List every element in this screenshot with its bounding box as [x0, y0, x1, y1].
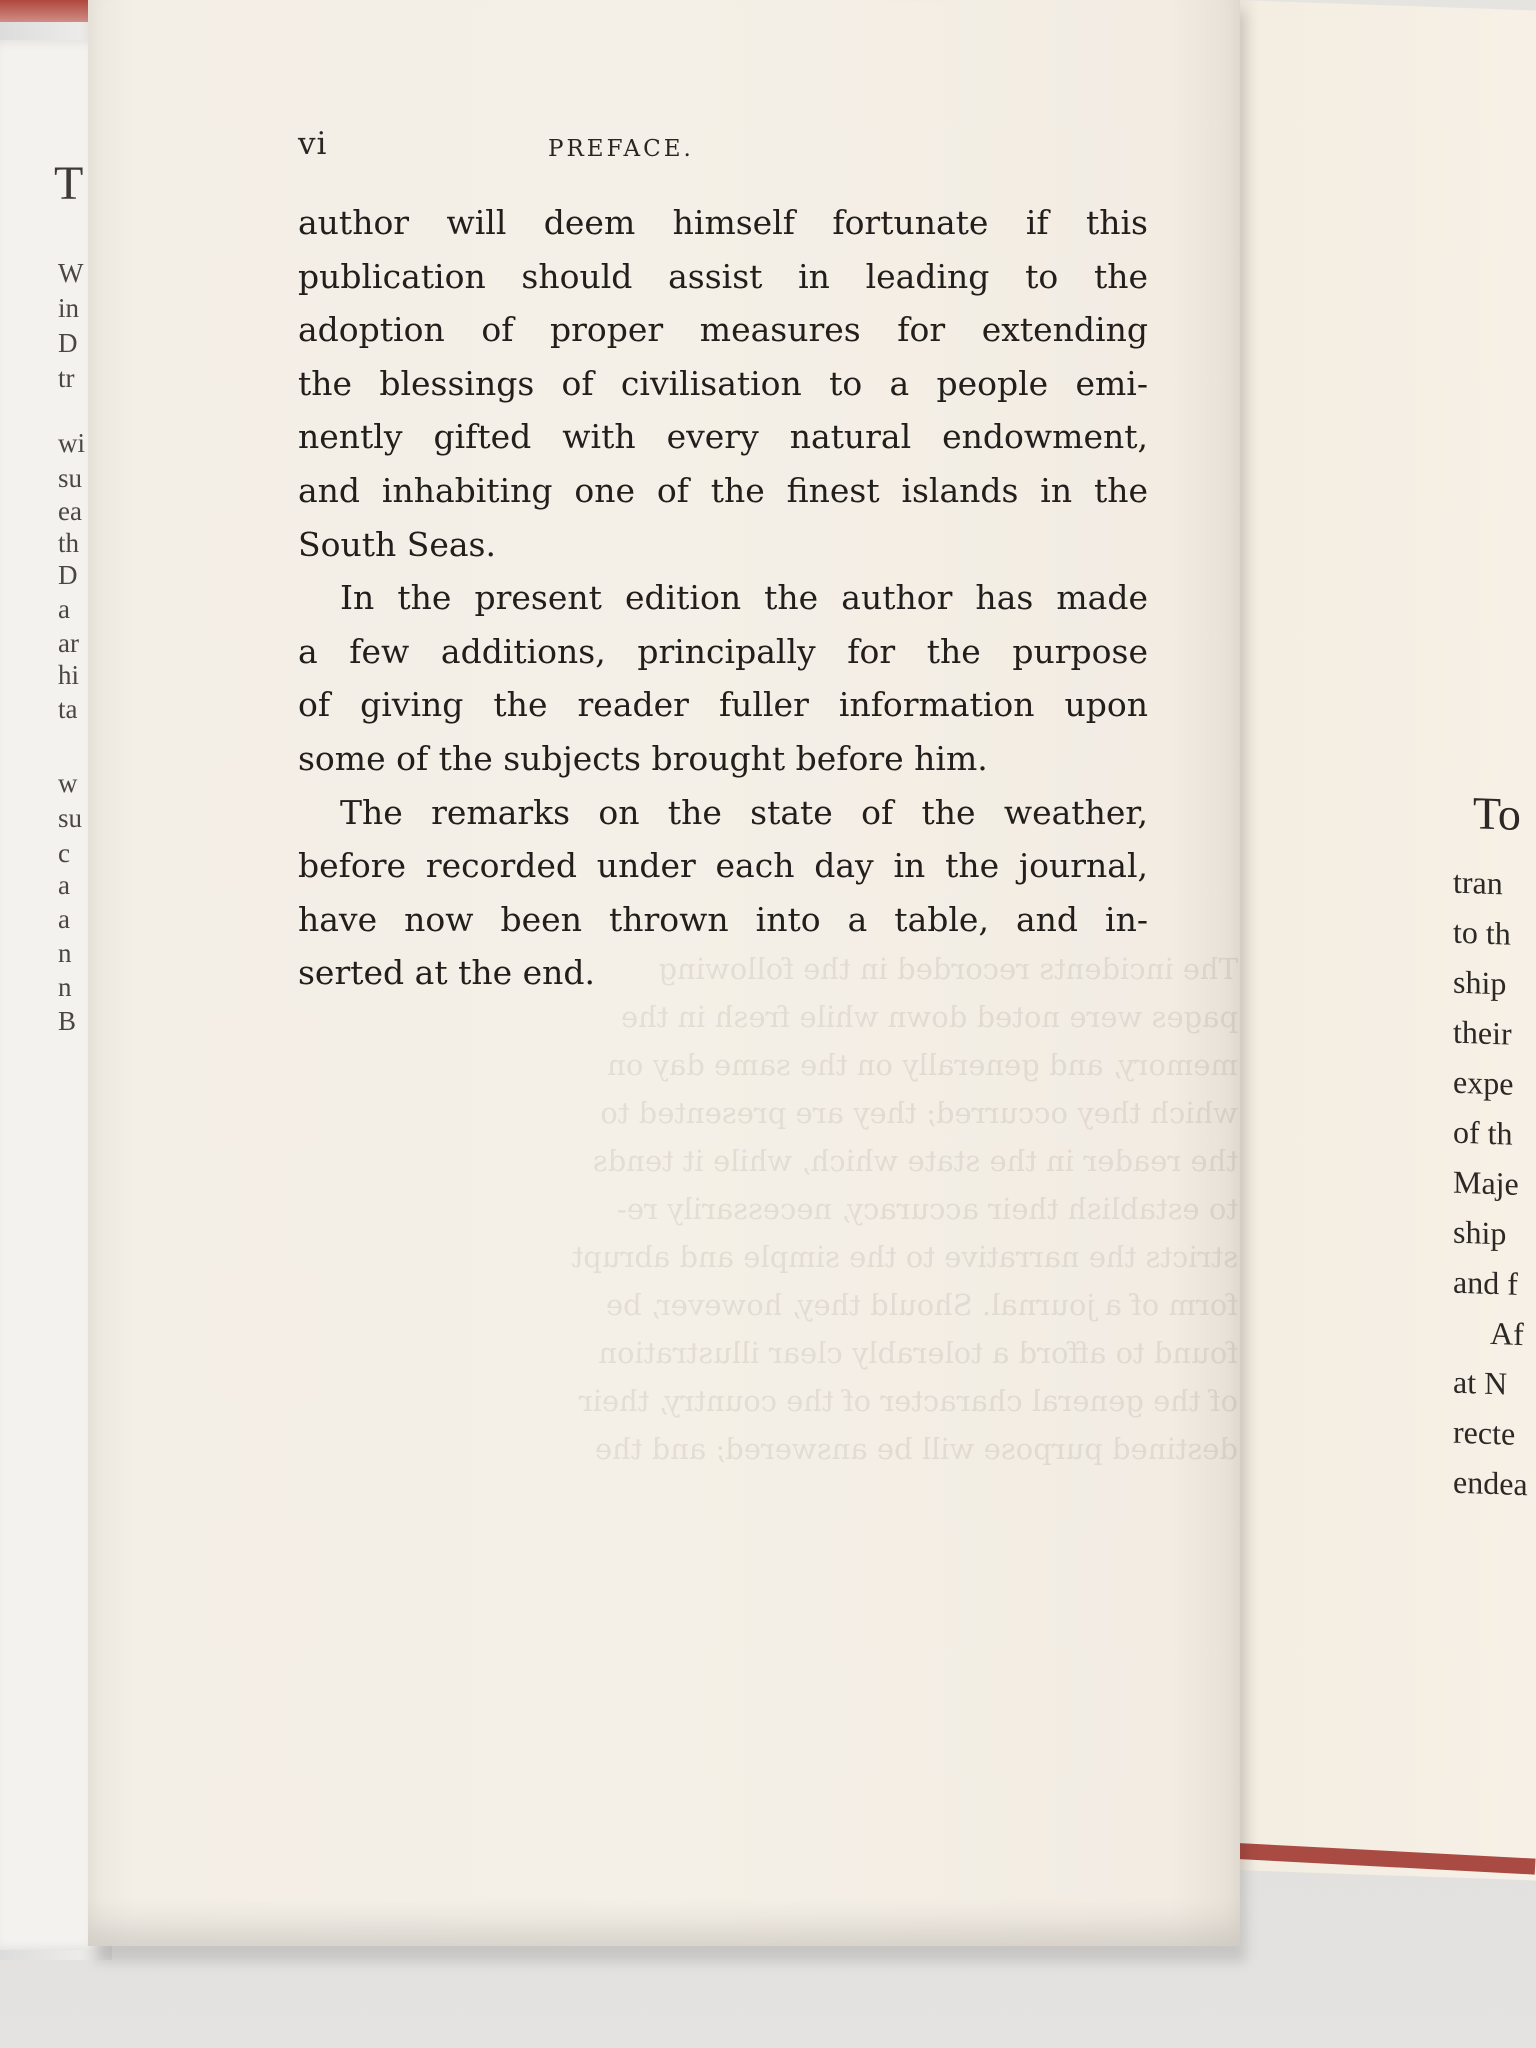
- right-book-text-fragment: To: [1473, 787, 1521, 840]
- left-book-text-fragment: tr: [58, 363, 75, 393]
- left-book-text-fragment: D: [58, 560, 78, 590]
- right-book-page: [1235, 0, 1536, 1881]
- show-through-line: of the general character of the country, their: [578, 1384, 1238, 1418]
- text-line: of giving the reader fuller information upon: [298, 685, 1148, 725]
- text-line: publication should assist in leading to the: [298, 256, 1148, 296]
- show-through-line: which they occurred; they are presented to: [600, 1096, 1238, 1130]
- right-book-text-fragment: Af: [1490, 1314, 1524, 1353]
- paragraph: [298, 786, 1148, 1000]
- show-through-line: memory, and generally on the same day on: [607, 1048, 1238, 1082]
- text-line: The remarks on the state of the weather,: [340, 792, 1148, 832]
- show-through-line: found to afford a tolerably clear illustration: [598, 1336, 1238, 1370]
- right-book-text-fragment: tran: [1453, 863, 1503, 902]
- text-line: author will deem himself fortunate if this: [298, 203, 1148, 242]
- text-line: adoption of proper measures for extending: [298, 310, 1148, 350]
- right-book-text-fragment: and f: [1453, 1263, 1518, 1302]
- left-book-text-fragment: in: [58, 293, 80, 323]
- text-line: have now been thrown into a table, and in-: [298, 899, 1148, 939]
- text-line: the blessings of civilisation to a people emi-: [298, 363, 1148, 403]
- left-book-text-fragment: ar: [58, 628, 79, 658]
- running-head: [298, 126, 1246, 166]
- right-book-text-fragment: ship: [1453, 1213, 1507, 1252]
- show-through-line: stricts the narrative to the simple and abrupt: [571, 1240, 1238, 1274]
- paragraph: [298, 571, 1148, 785]
- right-book-text-fragment: recte: [1453, 1413, 1516, 1452]
- left-book-text-fragment: su: [58, 463, 83, 493]
- show-through-line: form of a journal. Should they, however, be: [605, 1288, 1238, 1322]
- text-line: some of the subjects brought before him.: [298, 738, 988, 778]
- show-through-text: [478, 945, 1238, 1473]
- body-text: [298, 196, 1148, 1000]
- left-book-text-fragment: ea: [58, 496, 82, 526]
- left-book-text-fragment: wi: [58, 428, 85, 458]
- page-title: PREFACE.: [548, 136, 694, 162]
- page-number: vi: [298, 126, 328, 162]
- right-book-text-fragment: their: [1453, 1013, 1512, 1052]
- left-book-text-fragment: a: [58, 870, 70, 900]
- right-book-text-fragment: ship: [1453, 963, 1507, 1002]
- left-book-text-fragment: a: [58, 904, 70, 934]
- left-book-text-fragment: ta: [58, 694, 78, 724]
- right-book-text-fragment: of th: [1453, 1113, 1513, 1152]
- left-book-text-fragment: n: [58, 938, 72, 968]
- right-book-text-fragment: to th: [1453, 913, 1511, 952]
- left-book-text-fragment: B: [58, 1006, 77, 1036]
- right-book-text-fragment: endea: [1453, 1463, 1528, 1503]
- left-book-text-fragment: a: [58, 594, 70, 624]
- show-through-line: the reader in the state which, while it tends: [592, 1144, 1238, 1178]
- text-line: before recorded under each day in the journal,: [298, 846, 1148, 886]
- right-book-text-fragment: at N: [1453, 1363, 1508, 1402]
- left-book-text-fragment: T: [54, 157, 84, 210]
- left-book-text-fragment: w: [58, 768, 78, 798]
- paragraph: [298, 196, 1148, 571]
- left-book-text-fragment: n: [58, 972, 72, 1002]
- left-book-text-fragment: hi: [58, 660, 80, 690]
- text-line: and inhabiting one of the finest islands in the: [298, 470, 1148, 510]
- text-line: serted at the end.: [298, 953, 595, 993]
- right-book-text-fragment: expe: [1453, 1063, 1514, 1102]
- text-line: a few additions, principally for the purpose: [298, 631, 1148, 671]
- left-book-text-fragment: W: [58, 258, 84, 288]
- show-through-line: The incidents recorded in the following: [658, 952, 1238, 986]
- left-book-text-fragment: D: [58, 328, 78, 358]
- show-through-line: pages were noted down while fresh in the: [620, 1000, 1238, 1034]
- left-book-text-fragment: su: [58, 803, 83, 833]
- left-book-text-fragment: c: [58, 838, 70, 868]
- left-book-text-fragment: th: [58, 528, 80, 558]
- text-line: South Seas.: [298, 524, 496, 564]
- right-book-text-fragment: Maje: [1453, 1163, 1519, 1202]
- show-through-line: to establish their accuracy, necessarily re-: [616, 1192, 1238, 1226]
- show-through-line: destined purpose will be answered; and the: [594, 1432, 1238, 1466]
- text-line: nently gifted with every natural endowment,: [298, 417, 1148, 457]
- text-line: In the present edition the author has made: [340, 578, 1148, 618]
